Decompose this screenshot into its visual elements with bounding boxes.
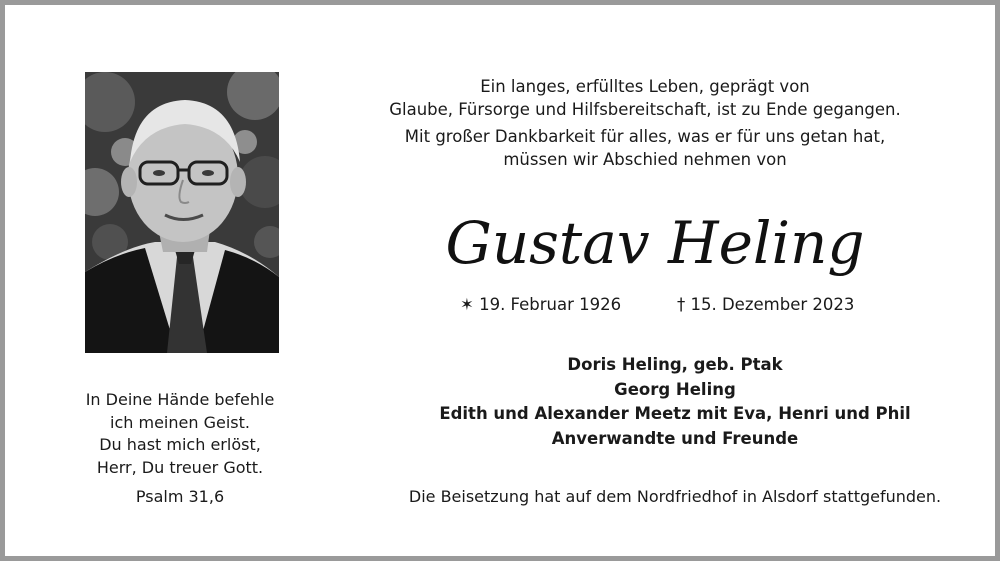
psalm-line: In Deine Hände befehle [85, 390, 275, 409]
psalm-line: ich meinen Geist. [110, 412, 250, 432]
burial-notice: Die Beisetzung hat auf dem Nordfriedhof in Alsdorf stattgefunden. [408, 487, 942, 506]
mourner-line: Anverwandte und Freunde [551, 428, 799, 448]
intro-line: Glaube, Fürsorge und Hilfsbereitschaft, ist zu Ende gegangen. [389, 100, 901, 119]
intro-text [345, 75, 945, 171]
psalm-line: Herr, Du treuer Gott. [96, 457, 264, 477]
deceased-name-text: Gustav Heling [445, 209, 865, 277]
psalm-quote [65, 389, 295, 479]
death-date: † 15. Dezember 2023 [677, 295, 855, 314]
psalm-line: Du hast mich erlöst, [99, 435, 261, 454]
portrait-photo [85, 72, 279, 353]
psalm-reference: Psalm 31,6 [135, 487, 225, 506]
mourners-list [345, 353, 1000, 451]
mourner-line: Georg Heling [614, 379, 736, 399]
intro-line: Ein langes, erfülltes Leben, geprägt von [480, 77, 810, 96]
deceased-name [385, 201, 925, 291]
mourner-line: Edith und Alexander Meetz mit Eva, Henri und Phil [439, 404, 911, 423]
intro-line: Mit großer Dankbarkeit für alles, was er für uns getan hat, [404, 127, 886, 146]
intro-line: müssen wir Abschied nehmen von [503, 150, 787, 169]
mourner-line: Doris Heling, geb. Ptak [567, 355, 783, 374]
birth-date: ✶ 19. Februar 1926 [460, 295, 622, 314]
